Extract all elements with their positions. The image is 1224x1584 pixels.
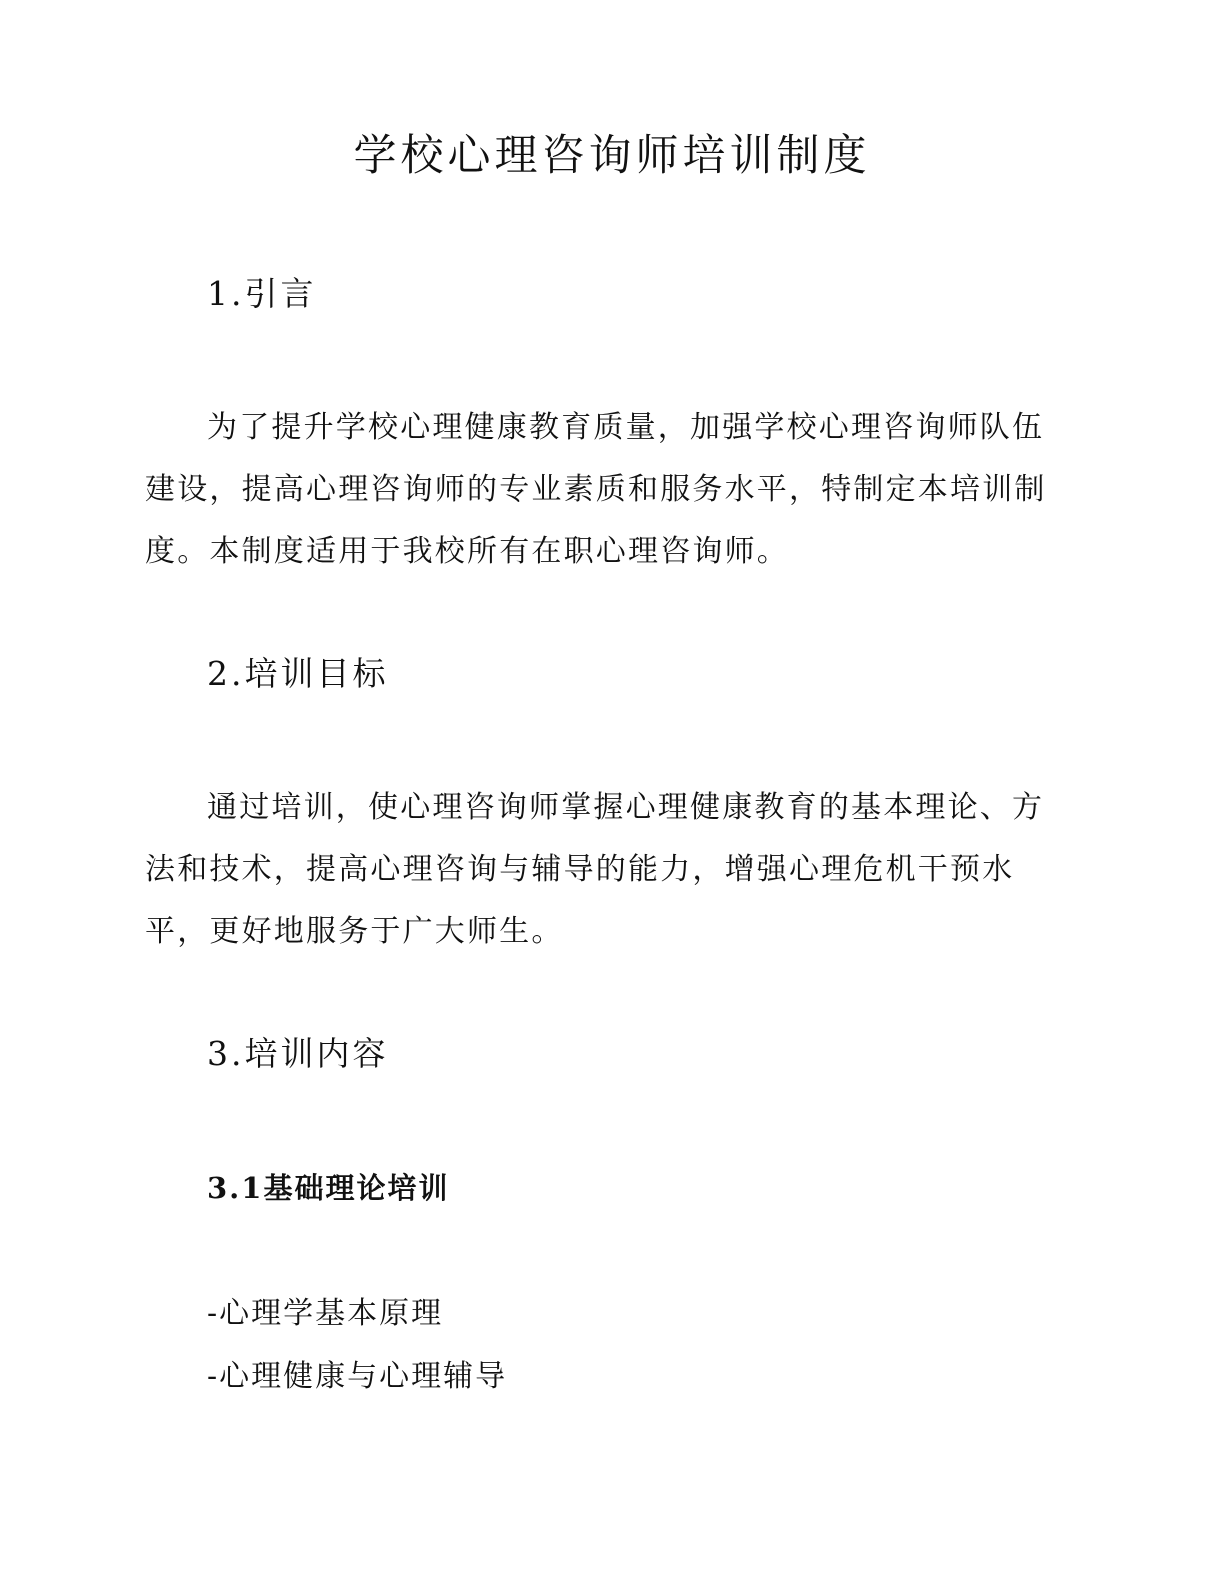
section-paragraph-introduction: 为了提升学校心理健康教育质量，加强学校心理咨询师队伍建设，提高心理咨询师的专业素质和服务水平，特制定本培训制度。本制度适用于我校所有在职心理咨询师。	[145, 410, 1047, 569]
subsection-heading-basic-theory: 3.1基础理论培训	[207, 1171, 450, 1205]
section-heading-introduction: 1.引言	[207, 274, 317, 313]
section-paragraph-training-goals: 通过培训，使心理咨询师掌握心理健康教育的基本理论、方法和技术，提高心理咨询与辅导的能力，增强心理危机干预水平，更好地服务于广大师生。	[145, 790, 1045, 949]
document-title: 学校心理咨询师培训制度	[353, 131, 871, 181]
section-heading-training-goals: 2.培训目标	[207, 654, 389, 693]
list-item: -心理健康与心理辅导	[207, 1359, 508, 1394]
list-item: -心理学基本原理	[207, 1296, 444, 1331]
section-heading-training-content: 3.培训内容	[207, 1034, 389, 1073]
